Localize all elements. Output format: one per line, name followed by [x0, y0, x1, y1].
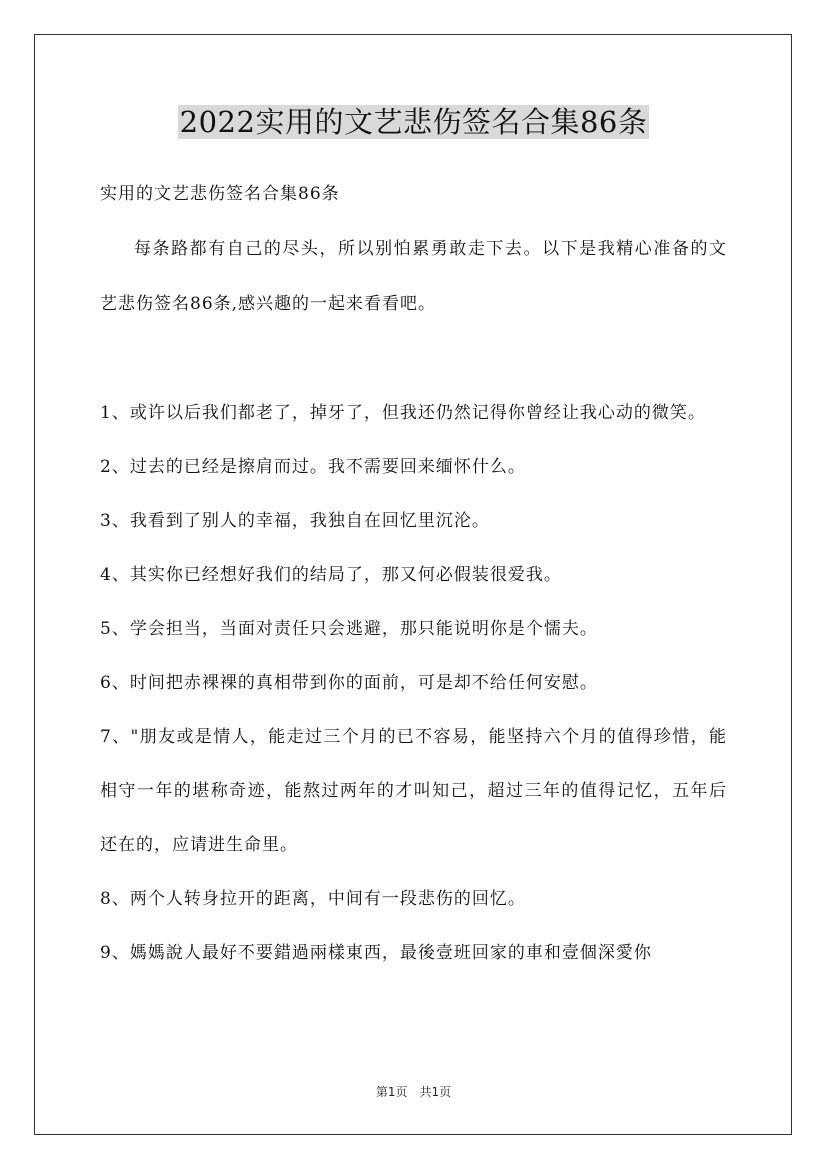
list-item: 5、学会担当，当面对责任只会逃避，那只能说明你是个懦夫。 — [100, 619, 598, 639]
intro-paragraph: 每条路都有自己的尽头，所以别怕累勇敢走下去。以下是我精心准备的文艺悲伤签名86条,感兴趣的一起来看看吧。 — [100, 239, 727, 314]
list-item: 8、两个人转身拉开的距离，中间有一段悲伤的回忆。 — [100, 889, 526, 909]
list-item: 6、时间把赤裸裸的真相带到你的面前，可是却不给任何安慰。 — [100, 673, 598, 693]
list-item: 9、媽媽說人最好不要錯過兩樣東西，最後壹班回家的車和壹個深愛你 — [100, 943, 652, 963]
document-title-text: 2022实用的文艺悲伤签名合集86条 — [179, 105, 648, 139]
page-footer: 第1页 共1页 — [375, 1085, 452, 1099]
list-item: 4、其实你已经想好我们的结局了，那又何必假装很爱我。 — [100, 565, 562, 585]
list-item: 3、我看到了别人的幸福，我独自在回忆里沉沦。 — [100, 511, 490, 531]
document-body — [100, 166, 727, 980]
list-item: 2、过去的已经是擦肩而过。我不需要回来缅怀什么。 — [100, 457, 526, 477]
signature-list — [100, 386, 727, 980]
document-title — [0, 102, 827, 142]
document-subtitle: 实用的文艺悲伤签名合集86条 — [100, 184, 340, 204]
list-item: 7、"朋友或是情人，能走过三个月的已不容易，能坚持六个月的值得珍惜，能相守一年的堪称奇迹，能熬过两年的才叫知己，超过三年的值得记忆，五年后还在的，应请进生命里。 — [100, 727, 727, 855]
paragraph-spacer — [100, 332, 727, 386]
list-item: 1、或许以后我们都老了，掉牙了，但我还仍然记得你曾经让我心动的微笑。 — [100, 403, 706, 423]
